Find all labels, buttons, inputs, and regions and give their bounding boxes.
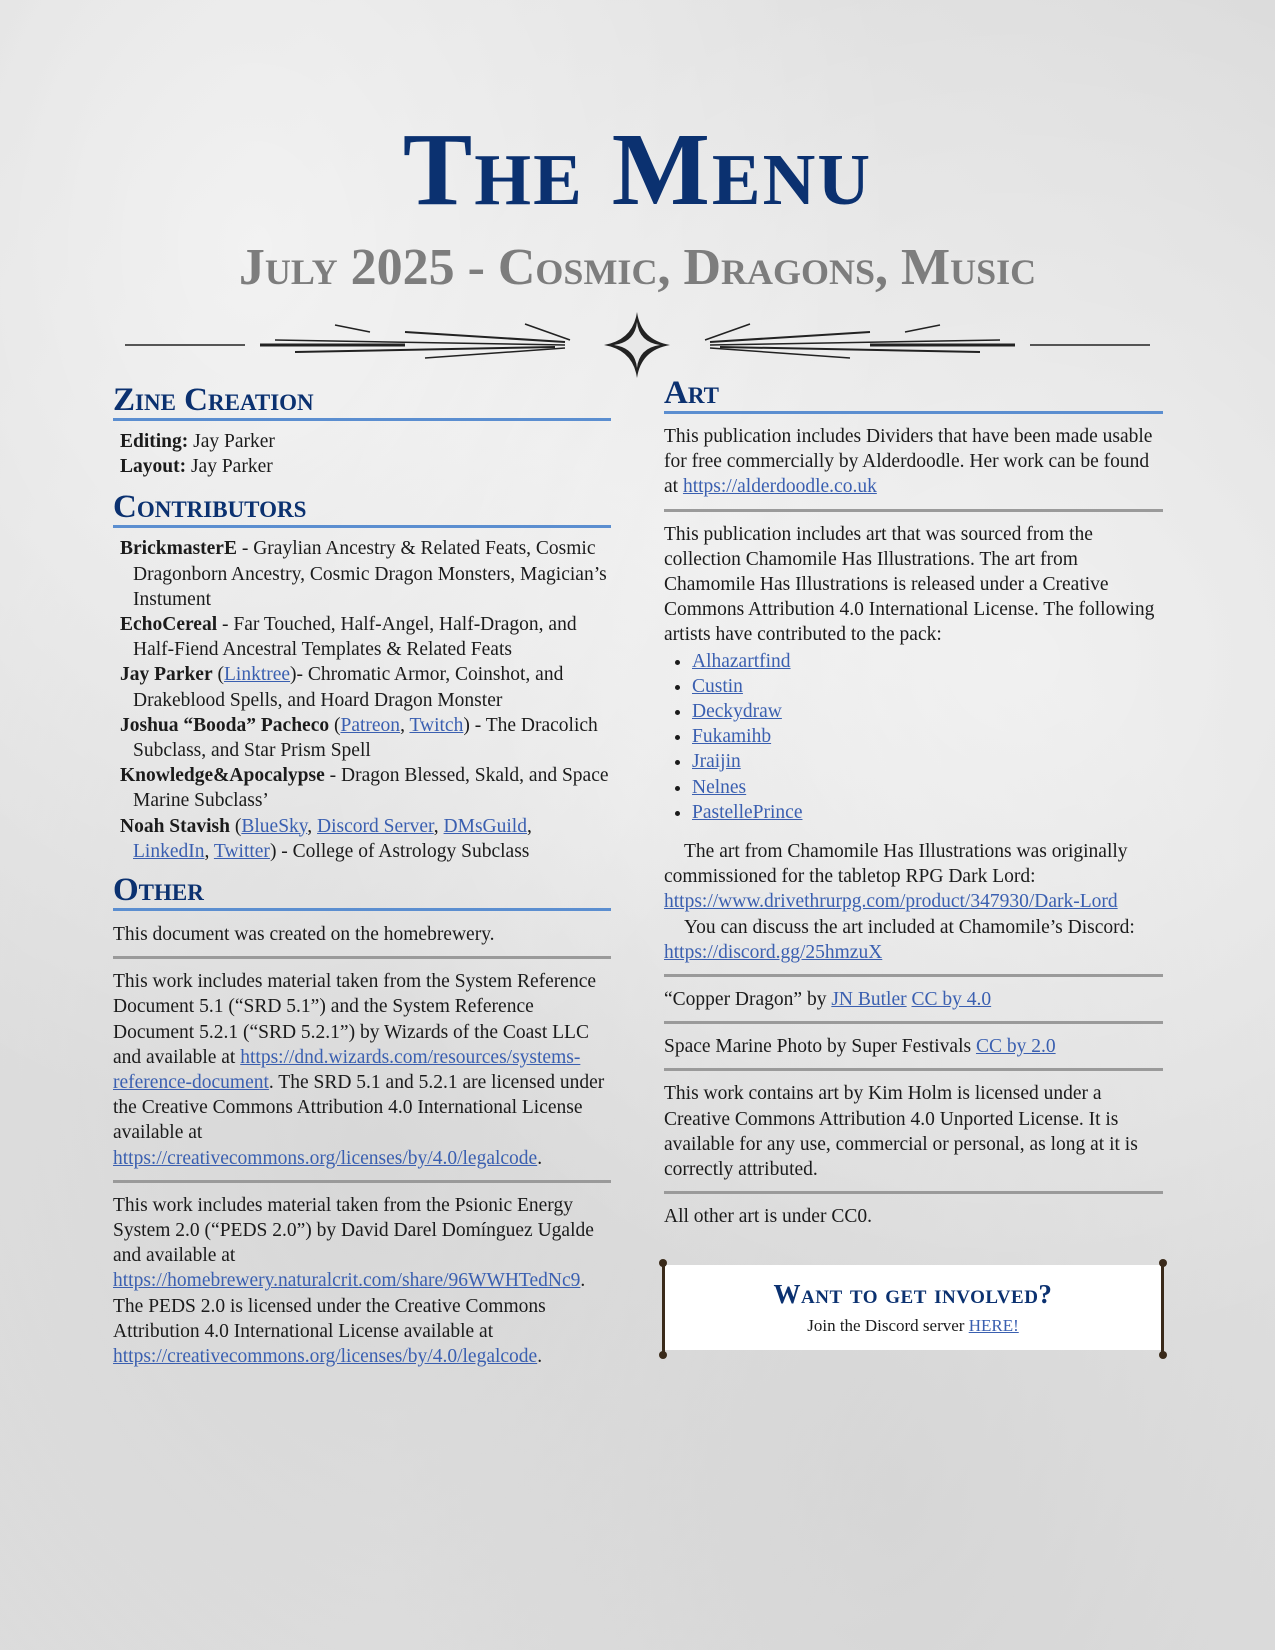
discord-text: You can discuss the art included at Chamomile’s Discord: [684,916,1135,938]
layout-value: Jay Parker [190,456,273,478]
get-involved-title: Want to get involved? [773,1279,1053,1309]
artist-item [692,749,1163,774]
artist-link[interactable]: Jraijin [692,751,741,773]
dividers-credit [664,424,1163,500]
contributors-heading: Contributors [113,489,611,528]
artist-link[interactable]: Deckydraw [692,701,782,723]
separator: , [204,840,214,862]
paren-open: ( [329,714,341,736]
contributor-entry [120,763,611,813]
artist-item [692,775,1163,800]
artist-link[interactable]: Fukamihb [692,726,772,748]
contributor-name: EchoCereal [120,614,218,636]
corner-dot [659,1259,667,1267]
artist-link[interactable]: Nelnes [692,776,747,798]
drivethrurpg-link[interactable]: https://www.drivethrurpg.com/product/347930/Dark-Lord [664,891,1118,913]
twitter-link[interactable]: Twitter [213,840,270,862]
contributor-name: Noah Stavish [120,815,230,837]
right-column [664,375,1163,1229]
paren-open: ( [212,664,224,686]
commissioned-note [664,839,1163,915]
layout-label: Layout: [120,456,187,478]
contributor-name: Jay Parker [120,664,213,686]
ornamental-divider [125,310,1150,380]
dividers-text: This publication includes Dividers that have been made usable for free commercially by Alderdoodle. Her work can be found at [664,426,1153,498]
srd-text: . The SRD 5.1 and 5.2.1 are licensed under the Creative Commons Attribution 4.0 International License available at [113,1072,605,1144]
contributors-list [113,536,611,864]
corner-dot [659,1351,667,1359]
contributor-entry [120,612,611,662]
patreon-link[interactable]: Patreon [340,714,401,736]
corner-dot [1159,1259,1167,1267]
linkedin-link[interactable]: LinkedIn [133,840,205,862]
copper-dragon-credit [664,987,1163,1012]
twitch-link[interactable]: Twitch [409,714,464,736]
dmsguild-link[interactable]: DMsGuild [443,815,527,837]
peds-text: . The PEDS 2.0 is licensed under the Creative Commons Attribution 4.0 International License available at [113,1270,586,1342]
separator: , [526,815,532,837]
commissioned-text: The art from Chamomile Has Illustrations was originally commissioned for the tabletop RPG Dark Lord: [664,841,1128,888]
homebrewery-note: This document was created on the homebrewery. [113,924,495,946]
art-heading: Art [664,375,1163,414]
section-divider [664,1191,1163,1194]
box-right-border [1161,1265,1164,1355]
contributor-entry [120,536,611,612]
space-marine-credit [664,1034,1163,1059]
page-subtitle: July 2025 - Cosmic, Dragons, Music [238,239,1037,296]
zine-credits [113,429,611,479]
artist-link[interactable]: PastellePrince [692,801,803,823]
alderdoodle-link[interactable]: https://alderdoodle.co.uk [682,476,877,498]
editing-line [120,429,611,454]
contributor-entry [120,662,611,712]
marine-text: Space Marine Photo by Super Festivals [664,1036,976,1058]
contributor-credit: ) - The Dracolich Subclass, and Star Prism Spell [133,714,598,762]
zine-creation-heading: Zine Creation [113,382,611,421]
contributor-entry [120,713,611,763]
artist-item [692,674,1163,699]
homebrewery-link[interactable]: https://homebrewery.naturalcrit.com/share/96WWHTedNc9 [113,1270,581,1292]
contributor-name: Joshua “Booda” Pacheco [120,714,330,736]
discord-here-link[interactable]: HERE! [968,1316,1019,1335]
cc-by-2-link[interactable]: CC by 2.0 [975,1036,1056,1058]
contributor-entry [120,814,611,864]
separator: , [307,815,318,837]
artist-item [692,649,1163,674]
copper-text: “Copper Dragon” by [664,989,832,1011]
paren-open: ( [230,815,242,837]
box-left-border [662,1265,665,1355]
artist-item [692,800,1163,825]
srd-text: This work includes material taken from the System Reference Document 5.1 (“SRD 5.1”) and the System Reference Document 5.2.1 (“SRD 5.2.1”) by Wizards of the Coast LLC and available at [113,971,597,1068]
discord-server-link[interactable]: Discord Server [317,815,434,837]
linktree-link[interactable]: Linktree [223,664,291,686]
section-divider [664,1021,1163,1024]
peds-text: . [537,1346,543,1368]
corner-dot [1159,1351,1167,1359]
contributor-credit: )- Chromatic Armor, Coinshot, and Drakeblood Spells, and Hoard Dragon Monster [133,664,564,711]
cc-by-4-link[interactable]: CC by 4.0 [911,989,992,1011]
left-column [113,382,611,1369]
artist-list [664,649,1163,825]
get-involved-box [664,1265,1162,1350]
editing-value: Jay Parker [193,431,275,452]
artist-link[interactable]: Custin [692,675,743,697]
cc0-note: All other art is under CC0. [664,1206,872,1228]
srd-text: . [537,1147,543,1169]
bluesky-link[interactable]: BlueSky [241,815,308,837]
join-text: Join the Discord server [807,1316,969,1335]
artist-item [692,724,1163,749]
layout-line [120,454,611,479]
chamomile-discord-link[interactable]: https://discord.gg/25hmzuX [664,941,883,963]
srd-notice [113,969,611,1171]
page-title: The Menu [402,112,873,227]
contributor-credit: - Far Touched, Half-Angel, Half-Dragon, and Half-Fiend Ancestral Templates & Related Feats [133,614,577,661]
peds-notice [113,1193,611,1369]
peds-text: This work includes material taken from the Psionic Energy System 2.0 (“PEDS 2.0”) by David Darel Domínguez Ugalde and available at [113,1194,594,1267]
jn-butler-link[interactable]: JN Butler [831,989,907,1011]
contributor-credit: - Graylian Ancestry & Related Feats, Cosmic Dragonborn Ancestry, Cosmic Dragon Monsters, Magician’s Instument [133,538,607,610]
artist-item [692,699,1163,724]
kim-holm-credit: This work contains art by Kim Holm is licensed under a Creative Commons Attribution 4.0 Unported License. It is available for any use, commercial or personal, as long at it is correctly attributed. [664,1083,1138,1181]
chamomile-intro: This publication includes art that was sourced from the collection Chamomile Has Illustrations. The art from Chamomile Has Illustrations is released under a Creative Commons Attribution 4.0 International License. The following artists have contributed to the pack: [664,523,1155,646]
editing-label: Editing: [120,431,189,452]
contributor-credit: - Dragon Blessed, Skald, and Space Marine Subclass’ [133,765,609,812]
cc-legalcode-link[interactable]: https://creativecommons.org/licenses/by/4.0/legalcode [113,1346,538,1368]
contributor-name: BrickmasterE [120,538,237,560]
section-divider [113,1180,611,1183]
section-divider [113,956,611,959]
other-heading: Other [113,872,611,911]
separator: , [400,714,410,736]
srd-link[interactable]: https://dnd.wizards.com/resources/systems-reference-document [113,1046,581,1094]
separator: , [433,815,444,837]
contributor-name: Knowledge&Apocalypse [120,765,325,787]
discord-note [664,915,1163,965]
section-divider [664,509,1163,512]
section-divider [664,1068,1163,1071]
get-involved-text [664,1316,1162,1336]
contributor-credit: ) - College of Astrology Subclass [269,840,530,862]
cc-legalcode-link[interactable]: https://creativecommons.org/licenses/by/4.0/legalcode [113,1147,538,1169]
artist-link[interactable]: Alhazartfind [692,650,791,672]
section-divider [664,974,1163,977]
